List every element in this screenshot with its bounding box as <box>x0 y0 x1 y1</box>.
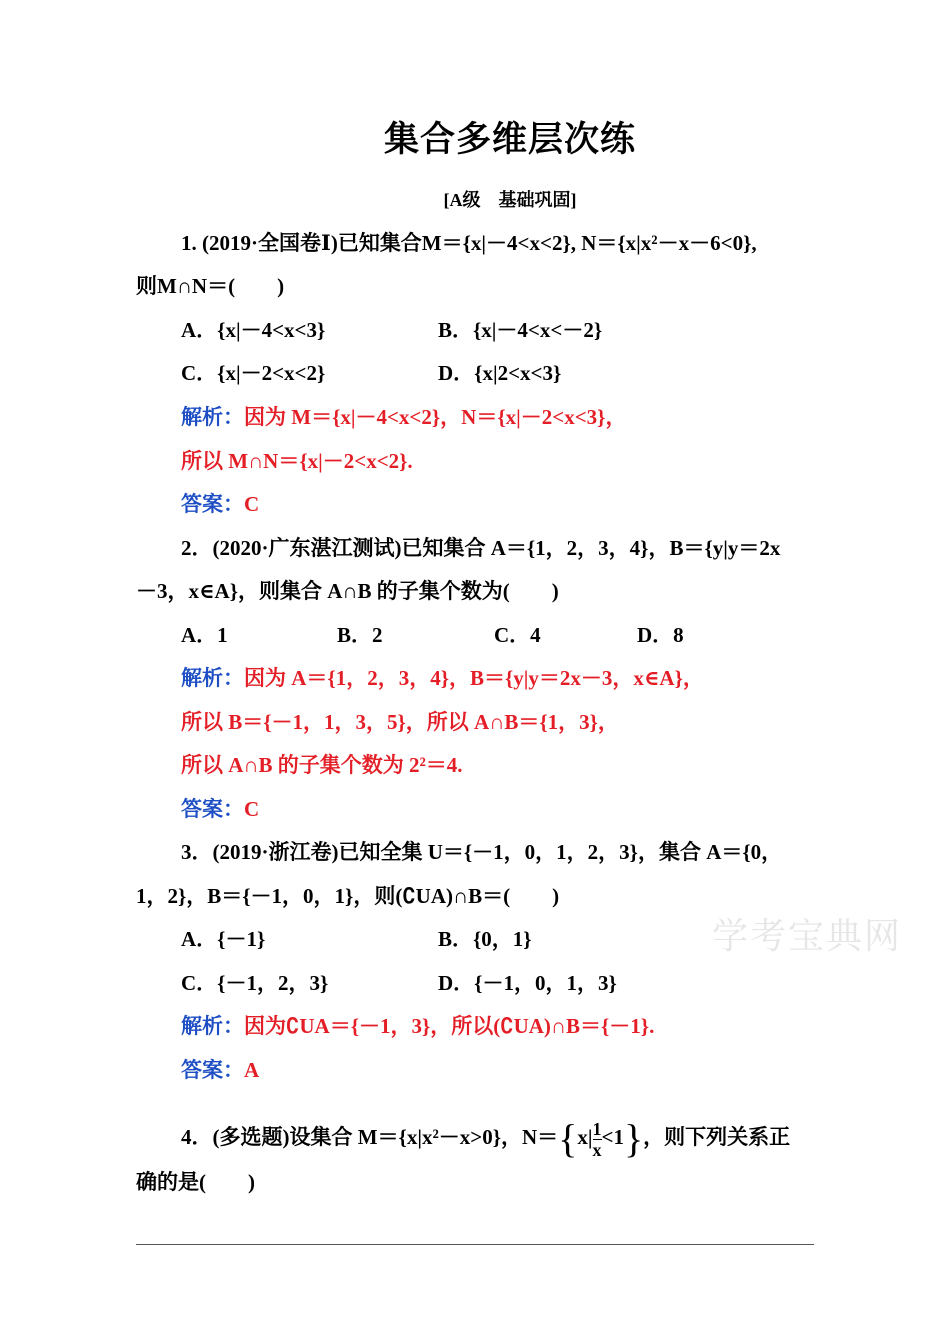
footer-rule <box>136 1244 814 1245</box>
answer-label: 答案： <box>181 1058 244 1082</box>
answer-value: C <box>244 797 260 821</box>
set-separator: | <box>587 1125 593 1149</box>
q2-option-c: C．4 <box>494 623 541 647</box>
q2-option-d: D．8 <box>637 623 684 647</box>
set-variable: x <box>577 1125 588 1149</box>
q2-stem-line1: 2．(2020·广东湛江测试)已知集合 A＝{1，2，3，4}，B＝{y|y＝2x <box>181 536 781 560</box>
analysis-label: 解析： <box>181 1014 244 1038</box>
q3-option-c: C．{－1，2，3} <box>181 971 329 995</box>
analysis-label: 解析： <box>181 666 244 690</box>
analysis-text: 因为 A＝{1，2，3，4}，B＝{y|y＝2x－3，x∈A}， <box>244 666 704 690</box>
q4-stem-line1 <box>181 1112 790 1164</box>
q3-option-a: A．{－1} <box>181 927 266 951</box>
analysis-text: 因为∁UA＝{－1，3}，所以(∁UA)∩B＝{－1}. <box>244 1014 655 1038</box>
analysis-label: 解析： <box>181 405 244 429</box>
left-brace: { <box>558 1116 578 1162</box>
q3-option-b: B．{0，1} <box>438 927 532 951</box>
q4-stem-part1: 4．(多选题)设集合 M＝{x|x²－x>0}，N＝ <box>181 1125 559 1149</box>
q1-option-a: A．{x|－4<x<3} <box>181 318 326 342</box>
q1-answer <box>181 490 259 518</box>
q4-stem-line2: 确的是( ) <box>136 1170 255 1194</box>
q4-stem-part2: ，则下列关系正 <box>643 1125 791 1149</box>
q2-stem-line2: －3，x∈A}，则集合 A∩B 的子集个数为( ) <box>136 579 559 603</box>
answer-label: 答案： <box>181 797 244 821</box>
q2-analysis-line2: 所以 B＝{－1，1，3，5}，所以 A∩B＝{1，3}， <box>181 710 619 734</box>
right-brace: } <box>623 1116 644 1162</box>
page-title: 集合多维层次练 <box>383 120 636 159</box>
answer-value: A <box>244 1058 260 1082</box>
q3-stem-line1: 3．(2019·浙江卷)已知全集 U＝{－1，0，1，2，3}，集合 A＝{0， <box>181 840 783 864</box>
q1-stem-line2: 则M∩N＝( ) <box>136 274 285 298</box>
q3-answer <box>181 1056 259 1084</box>
answer-value: C <box>244 492 260 516</box>
watermark: 学考宝典网 <box>712 916 903 956</box>
q2-analysis-line1 <box>181 664 704 692</box>
q1-stem-line1: 1. (2019·全国卷Ⅰ)已知集合M＝{x|－4<x<2}, N＝{x|x²－x－6<0}, <box>181 231 757 255</box>
q3-option-d: D．{－1，0，1，3} <box>438 971 617 995</box>
q1-analysis-line2: 所以 M∩N＝{x|－2<x<2}. <box>181 449 413 473</box>
q3-analysis-line1 <box>181 1012 654 1040</box>
q1-option-d: D．{x|2<x<3} <box>438 361 562 385</box>
q2-option-b: B．2 <box>337 623 383 647</box>
fraction-numerator: 1 <box>592 1118 602 1139</box>
q2-answer <box>181 795 259 823</box>
analysis-text: 因为 M＝{x|－4<x<2}，N＝{x|－2<x<3}， <box>244 405 627 429</box>
q2-analysis-line3: 所以 A∩B 的子集个数为 2²＝4. <box>181 753 463 777</box>
q1-options-row1 <box>181 316 325 344</box>
fraction-relation: <1 <box>601 1125 624 1149</box>
level-heading: [A级 基础巩固] <box>443 190 577 210</box>
answer-label: 答案： <box>181 492 244 516</box>
q1-option-c: C．{x|－2<x<2} <box>181 361 326 385</box>
fraction-denominator: x <box>592 1139 602 1160</box>
q3-stem-line2: 1，2}，B＝{－1，0，1}，则(∁UA)∩B＝( ) <box>136 884 560 908</box>
q1-analysis-line1 <box>181 403 626 431</box>
q2-option-a: A．1 <box>181 623 228 647</box>
fraction <box>593 1119 602 1160</box>
q1-option-b: B．{x|－4<x<－2} <box>438 318 603 342</box>
